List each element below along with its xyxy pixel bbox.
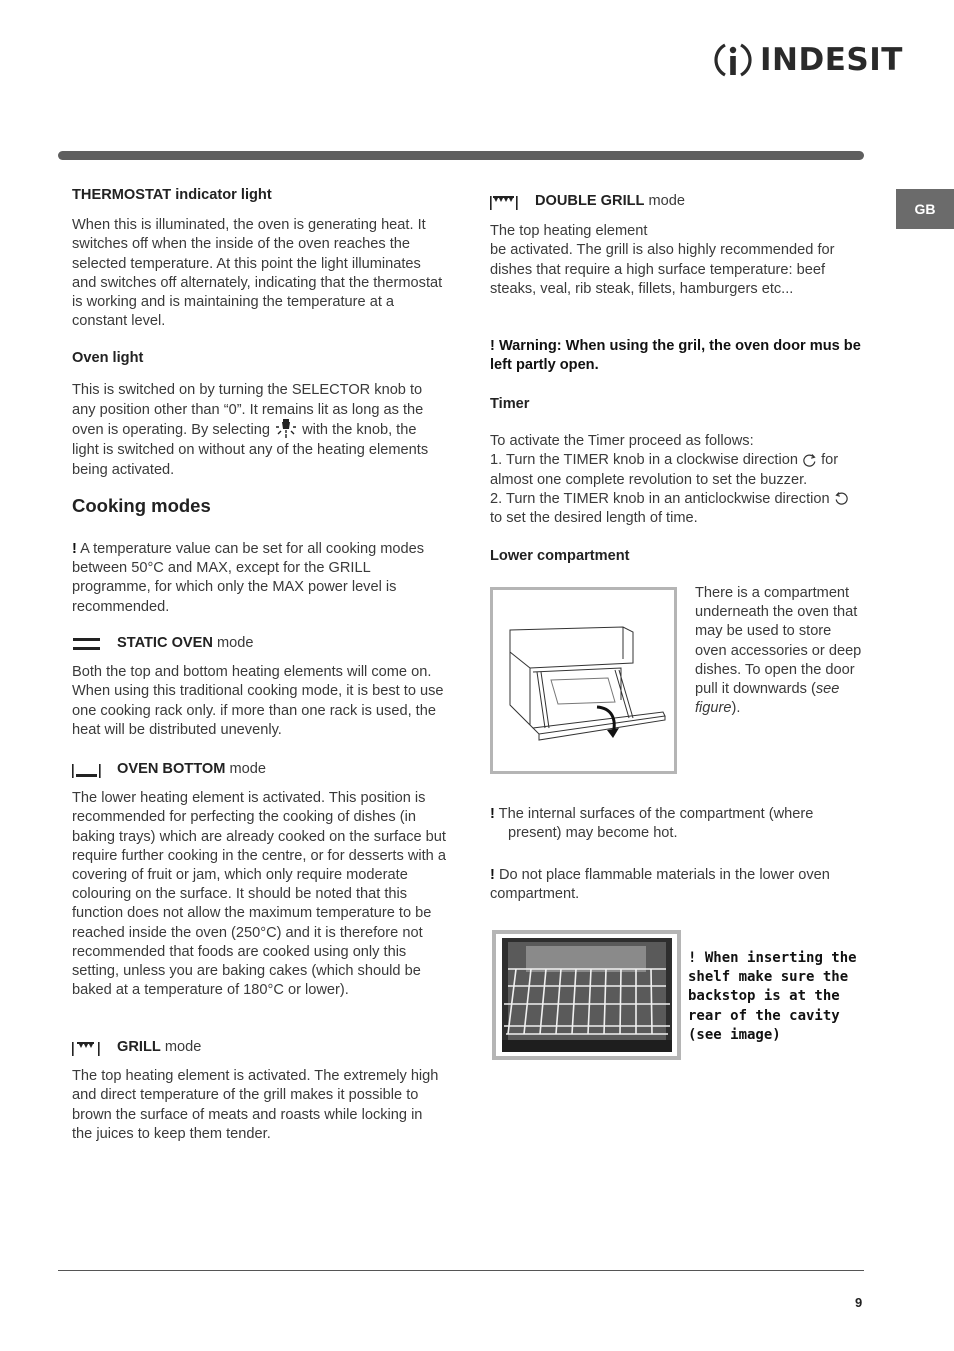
oven-bottom-section	[72, 760, 446, 1000]
cooking-note-text: A temperature value can be set for all cooking modes between 50°C and MAX, except for the GRILL programme, for which only the MAX power level is recommended.	[72, 541, 425, 615]
oven-light-text-1: This is switched on by turning the SELECTOR knob to any position other than “0”. It remains lit as long as the oven is operating. By selecting	[72, 382, 424, 439]
static-oven-icon	[72, 636, 102, 652]
lamp-icon	[275, 417, 297, 439]
timer-section	[490, 395, 864, 528]
oven-bottom-text: The lower heating element is activated. This position is recommended for perfecting the cooking of dishes (in baking trays) which are already cooked on the surface but require further cooking in the centre, or for desserts with a covering of fruit or jam, which only require moderate colouring on the surface. It should be noted that this function does not allow the maximum temperature to be reached inside the oven (250°C) and it is therefore not recommended that foods are cooked using only this setting, unless you are baking cakes (which should be baked at a temperature of 180°C or lower).	[72, 790, 446, 999]
thermostat-text: When this is illuminated, the oven is generating heat. It switches off when the inside of the oven reaches the selected temperature. At this point the light illuminates and switches off alternately, indicating that the thermostat is working and is maintaining the temperature at a constant level.	[72, 217, 443, 330]
timer-intro: To activate the Timer proceed as follows:	[490, 433, 754, 450]
static-oven-label: STATIC OVEN	[117, 635, 213, 651]
lower-text: There is a compartment underneath the oven that may be used to store oven accessories or deep dishes. To open the door pull it downwards (	[695, 585, 862, 698]
brand-name: INDESIT	[760, 41, 903, 78]
hot-text-1: The internal surfaces of the compartment (where	[498, 806, 814, 822]
timer-title: Timer	[490, 396, 530, 412]
shelf-text: When inserting the shelf make sure the backstop is at the rear of the cavity (see image)	[688, 950, 857, 1043]
thermostat-title: THERMOSTAT indicator light	[72, 187, 272, 203]
timer-step-1b: for almost one complete revolution to set the buzzer.	[490, 452, 839, 488]
oven-bottom-icon	[72, 762, 102, 778]
hot-text-2: present) may become hot.	[508, 825, 678, 842]
lower-compartment-text	[695, 584, 865, 718]
hot-bang: !	[490, 806, 495, 822]
oven-light-text-2: with the knob, the light is switched on without any of the heating elements being activated.	[72, 422, 429, 479]
oven-bottom-suffix: mode	[229, 761, 266, 777]
shelf-bang: !	[688, 950, 697, 966]
shelf-note	[688, 949, 858, 1045]
double-grill-icon	[490, 194, 520, 210]
clockwise-arrow-icon	[802, 453, 817, 468]
timer-step-2b: to set the desired length of time.	[490, 510, 698, 527]
indesit-i-icon	[712, 39, 754, 81]
double-grill-text-2: be activated. The grill is also highly recommended for dishes that require a high surface temperature: beef steaks, veal, rib steak, fillets, hamburgers etc...	[490, 242, 835, 297]
double-grill-text-1: The top heating element	[490, 223, 648, 240]
double-grill-suffix: mode	[648, 193, 686, 209]
cooking-modes-title: Cooking modes	[72, 495, 211, 516]
grill-icon	[72, 1040, 102, 1056]
warning-bang: !	[490, 338, 495, 354]
grill-section	[72, 1038, 446, 1144]
oven-light-title: Oven light	[72, 350, 144, 366]
flammable-note	[490, 866, 864, 904]
bottom-divider	[58, 1270, 864, 1271]
flam-bang: !	[490, 867, 495, 883]
language-tab-gb: GB	[896, 189, 954, 229]
cooking-note	[72, 540, 446, 617]
oven-light-text	[72, 380, 446, 480]
double-grill-label: DOUBLE GRILL	[535, 193, 645, 209]
double-grill-section	[490, 192, 864, 299]
timer-step-2	[490, 490, 864, 528]
lower-see-figure: see figure	[695, 681, 840, 717]
page-number: 9	[855, 1295, 863, 1310]
timer-step-2a: 2. Turn the TIMER knob in an anticlockwise direction	[490, 490, 830, 507]
oven-bottom-label: OVEN BOTTOM	[117, 761, 226, 777]
anticlockwise-arrow-icon	[834, 491, 849, 506]
top-divider-bar	[58, 151, 864, 160]
static-oven-text: Both the top and bottom heating elements will come on. When using this traditional cooking mode, it is best to use one cooking rack only. if more than one rack is used, the heat will be distributed unevenly.	[72, 664, 444, 738]
timer-step-1a: 1. Turn the TIMER knob in a clockwise direction	[490, 452, 798, 469]
static-oven-suffix: mode	[217, 635, 254, 651]
lower-compartment-title: Lower compartment	[490, 548, 630, 564]
shelf-figure	[492, 930, 681, 1060]
compartment-drawing	[493, 590, 674, 771]
note-bang: !	[72, 541, 77, 557]
grill-suffix: mode	[164, 1039, 202, 1055]
flam-text: Do not place flammable materials in the lower oven compartment.	[490, 867, 830, 903]
grill-text: The top heating element is activated. The extremely high and direct temperature of the grill makes it possible to brown the surface of meats and roasts while locking in the juices to keep them tender.	[72, 1068, 439, 1142]
grill-warning	[490, 337, 864, 375]
compartment-figure	[490, 587, 677, 774]
static-oven-section	[72, 634, 446, 740]
grill-label: GRILL	[117, 1039, 161, 1055]
lower-close: ).	[731, 700, 741, 717]
timer-step-1	[490, 451, 864, 489]
brand-logo	[712, 38, 903, 82]
thermostat-section	[72, 186, 446, 331]
oven-light-section	[72, 349, 446, 480]
warning-text: Warning: When using the gril, the oven door mus be left partly open.	[490, 338, 861, 374]
oven-shelf-drawing	[496, 934, 677, 1056]
hot-surface-note	[490, 805, 864, 843]
